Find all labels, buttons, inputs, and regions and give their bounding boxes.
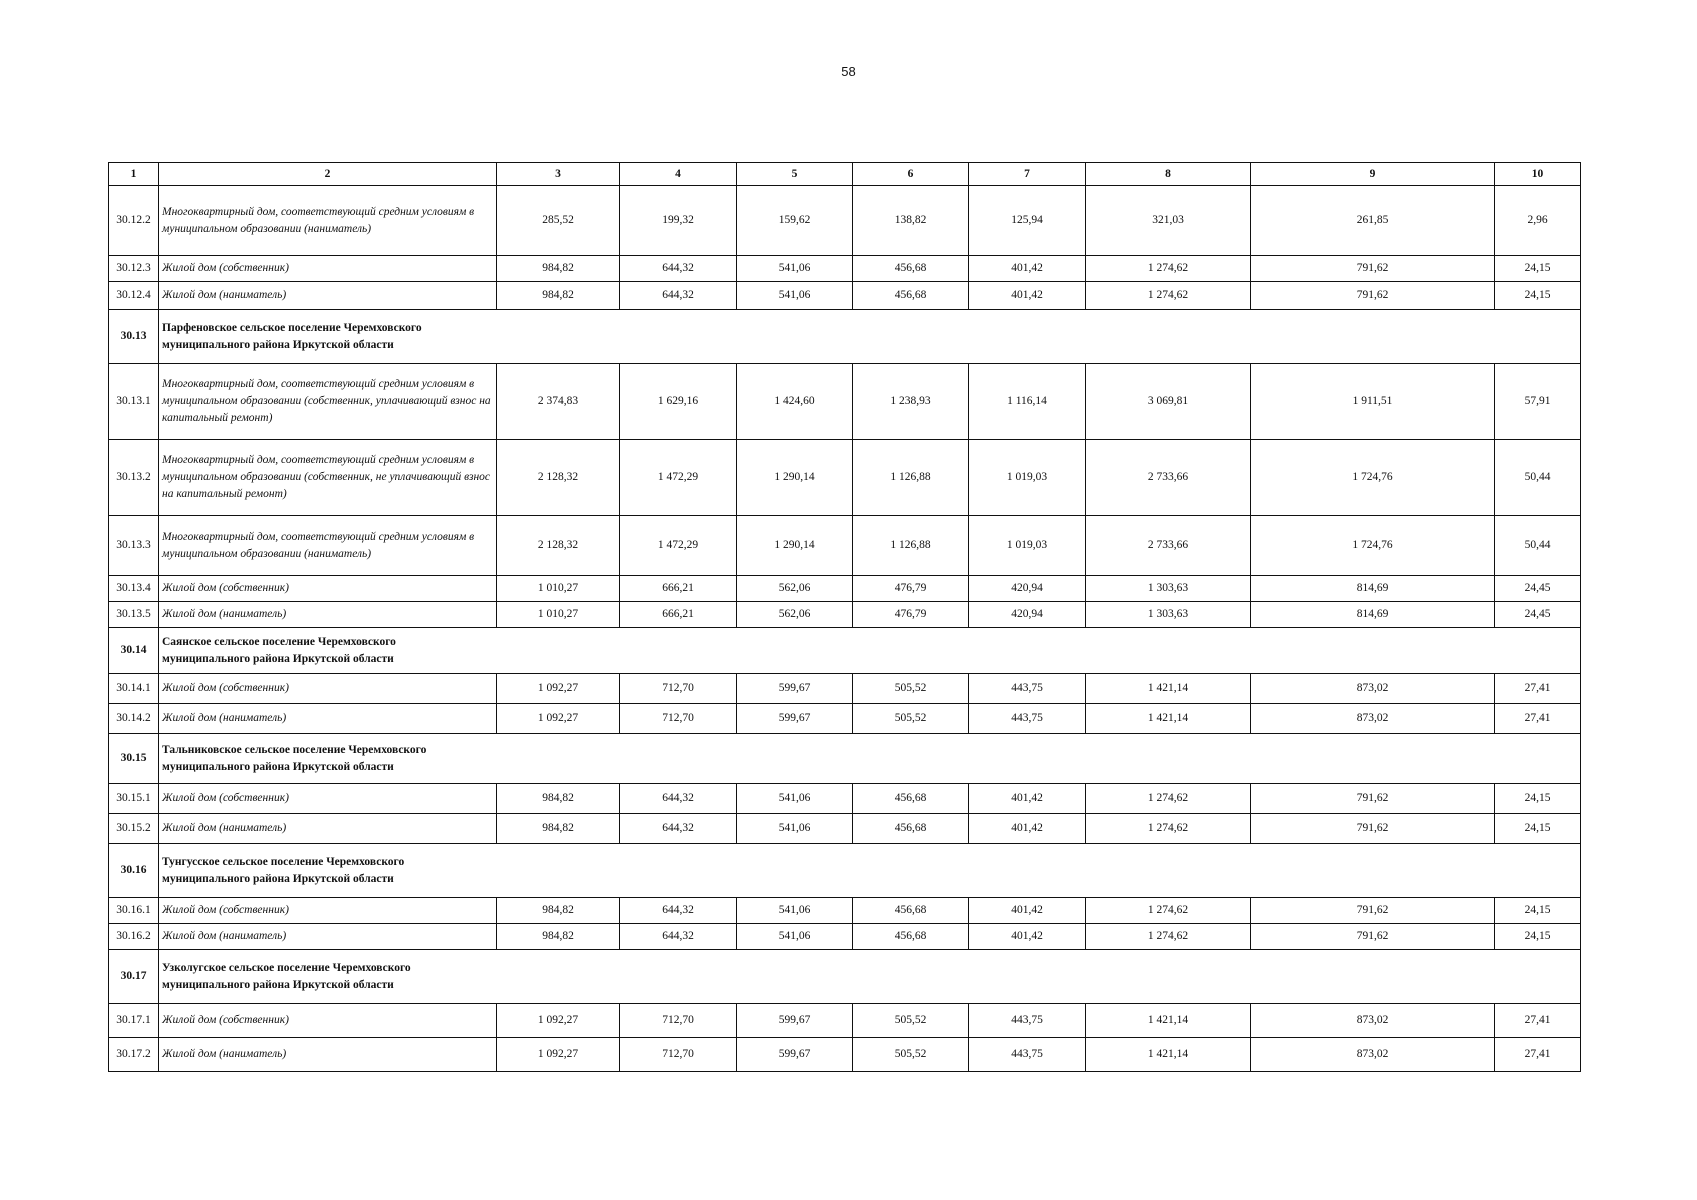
row-code: 30.14.1 — [109, 674, 159, 704]
row-code: 30.12.4 — [109, 282, 159, 310]
row-description: Жилой дом (собственник) — [159, 784, 497, 814]
value-cell: 1 274,62 — [1086, 898, 1251, 924]
column-header: 10 — [1495, 163, 1581, 186]
value-cell: 443,75 — [969, 1004, 1086, 1038]
section-row — [109, 734, 1581, 784]
value-cell: 541,06 — [737, 924, 853, 950]
value-cell: 791,62 — [1251, 784, 1495, 814]
value-cell: 443,75 — [969, 704, 1086, 734]
row-code: 30.13.2 — [109, 440, 159, 516]
column-header: 2 — [159, 163, 497, 186]
section-code: 30.17 — [109, 950, 159, 1004]
row-code: 30.13.1 — [109, 364, 159, 440]
column-header: 6 — [853, 163, 969, 186]
section-code: 30.13 — [109, 310, 159, 364]
value-cell: 666,21 — [620, 576, 737, 602]
value-cell: 443,75 — [969, 1038, 1086, 1072]
page-number: 58 — [841, 64, 856, 79]
value-cell: 24,45 — [1495, 576, 1581, 602]
value-cell: 712,70 — [620, 674, 737, 704]
column-header: 9 — [1251, 163, 1495, 186]
table-row — [109, 814, 1581, 844]
value-cell: 873,02 — [1251, 1038, 1495, 1072]
value-cell: 401,42 — [969, 784, 1086, 814]
section-title-text: Саянское сельское поселение Черемховского муниципального района Иркутской области — [162, 635, 396, 665]
value-cell: 420,94 — [969, 602, 1086, 628]
row-code: 30.15.2 — [109, 814, 159, 844]
row-description: Многоквартирный дом, соответствующий средним условиям в муниципальном образовании (наниматель) — [159, 186, 497, 256]
row-description: Жилой дом (наниматель) — [159, 814, 497, 844]
value-cell: 27,41 — [1495, 704, 1581, 734]
row-code: 30.13.4 — [109, 576, 159, 602]
value-cell: 24,15 — [1495, 256, 1581, 282]
row-description: Жилой дом (наниматель) — [159, 924, 497, 950]
value-cell: 1 010,27 — [497, 576, 620, 602]
table-row — [109, 282, 1581, 310]
row-code: 30.12.3 — [109, 256, 159, 282]
value-cell: 1 092,27 — [497, 674, 620, 704]
section-title-text: Тальниковское сельское поселение Черемховского муниципального района Иркутской области — [162, 743, 427, 773]
value-cell: 1 092,27 — [497, 704, 620, 734]
column-header: 1 — [109, 163, 159, 186]
value-cell: 285,52 — [497, 186, 620, 256]
value-cell: 57,91 — [1495, 364, 1581, 440]
row-description: Жилой дом (наниматель) — [159, 704, 497, 734]
row-code: 30.12.2 — [109, 186, 159, 256]
table-row — [109, 784, 1581, 814]
section-code: 30.14 — [109, 628, 159, 674]
value-cell: 984,82 — [497, 898, 620, 924]
value-cell: 24,45 — [1495, 602, 1581, 628]
section-title-text: Узколугское сельское поселение Черемховского муниципального района Иркутской области — [162, 961, 411, 991]
value-cell: 791,62 — [1251, 814, 1495, 844]
row-description: Жилой дом (наниматель) — [159, 602, 497, 628]
value-cell: 401,42 — [969, 814, 1086, 844]
row-description: Жилой дом (собственник) — [159, 256, 497, 282]
value-cell: 814,69 — [1251, 576, 1495, 602]
value-cell: 644,32 — [620, 282, 737, 310]
value-cell: 24,15 — [1495, 898, 1581, 924]
value-cell: 599,67 — [737, 1038, 853, 1072]
row-description: Жилой дом (собственник) — [159, 1004, 497, 1038]
section-title-text: Парфеновское сельское поселение Черемховского муниципального района Иркутской области — [162, 321, 422, 351]
value-cell: 401,42 — [969, 924, 1086, 950]
value-cell: 1 238,93 — [853, 364, 969, 440]
row-description: Жилой дом (собственник) — [159, 674, 497, 704]
value-cell: 24,15 — [1495, 282, 1581, 310]
row-description: Жилой дом (собственник) — [159, 576, 497, 602]
column-header: 4 — [620, 163, 737, 186]
value-cell: 1 092,27 — [497, 1004, 620, 1038]
value-cell: 1 126,88 — [853, 516, 969, 576]
value-cell: 1 421,14 — [1086, 704, 1251, 734]
value-cell: 599,67 — [737, 674, 853, 704]
value-cell: 1 421,14 — [1086, 674, 1251, 704]
section-row — [109, 950, 1581, 1004]
value-cell: 1 421,14 — [1086, 1038, 1251, 1072]
section-title — [159, 844, 1581, 898]
value-cell: 984,82 — [497, 256, 620, 282]
value-cell: 984,82 — [497, 282, 620, 310]
value-cell: 1 303,63 — [1086, 602, 1251, 628]
row-description: Многоквартирный дом, соответствующий средним условиям в муниципальном образовании (собственник, не уплачивающий взнос на капитальный ремонт) — [159, 440, 497, 516]
value-cell: 1 019,03 — [969, 516, 1086, 576]
section-code: 30.16 — [109, 844, 159, 898]
section-title — [159, 734, 1581, 784]
value-cell: 599,67 — [737, 704, 853, 734]
value-cell: 814,69 — [1251, 602, 1495, 628]
value-cell: 984,82 — [497, 814, 620, 844]
value-cell: 2 733,66 — [1086, 440, 1251, 516]
value-cell: 984,82 — [497, 924, 620, 950]
tariff-table — [108, 162, 1581, 1072]
value-cell: 541,06 — [737, 256, 853, 282]
section-title — [159, 628, 1581, 674]
value-cell: 791,62 — [1251, 256, 1495, 282]
value-cell: 125,94 — [969, 186, 1086, 256]
value-cell: 712,70 — [620, 704, 737, 734]
column-header: 3 — [497, 163, 620, 186]
value-cell: 159,62 — [737, 186, 853, 256]
value-cell: 873,02 — [1251, 1004, 1495, 1038]
table-row — [109, 1004, 1581, 1038]
value-cell: 791,62 — [1251, 924, 1495, 950]
value-cell: 1 303,63 — [1086, 576, 1251, 602]
value-cell: 1 472,29 — [620, 516, 737, 576]
value-cell: 24,15 — [1495, 814, 1581, 844]
table-row — [109, 364, 1581, 440]
table-row — [109, 602, 1581, 628]
value-cell: 27,41 — [1495, 1038, 1581, 1072]
table-row — [109, 516, 1581, 576]
value-cell: 27,41 — [1495, 674, 1581, 704]
section-row — [109, 844, 1581, 898]
value-cell: 456,68 — [853, 924, 969, 950]
value-cell: 505,52 — [853, 1004, 969, 1038]
row-code: 30.15.1 — [109, 784, 159, 814]
value-cell: 261,85 — [1251, 186, 1495, 256]
value-cell: 1 472,29 — [620, 440, 737, 516]
value-cell: 1 724,76 — [1251, 516, 1495, 576]
value-cell: 541,06 — [737, 282, 853, 310]
table-row — [109, 256, 1581, 282]
value-cell: 644,32 — [620, 256, 737, 282]
value-cell: 1 019,03 — [969, 440, 1086, 516]
value-cell: 562,06 — [737, 602, 853, 628]
value-cell: 456,68 — [853, 784, 969, 814]
value-cell: 401,42 — [969, 256, 1086, 282]
value-cell: 2 733,66 — [1086, 516, 1251, 576]
table-row — [109, 186, 1581, 256]
value-cell: 476,79 — [853, 576, 969, 602]
value-cell: 1 421,14 — [1086, 1004, 1251, 1038]
value-cell: 505,52 — [853, 674, 969, 704]
row-description: Многоквартирный дом, соответствующий средним условиям в муниципальном образовании (наниматель) — [159, 516, 497, 576]
section-row — [109, 310, 1581, 364]
row-description: Жилой дом (собственник) — [159, 898, 497, 924]
value-cell: 50,44 — [1495, 516, 1581, 576]
value-cell: 712,70 — [620, 1038, 737, 1072]
section-title — [159, 950, 1581, 1004]
value-cell: 2 128,32 — [497, 516, 620, 576]
value-cell: 666,21 — [620, 602, 737, 628]
value-cell: 541,06 — [737, 898, 853, 924]
value-cell: 456,68 — [853, 282, 969, 310]
table-row — [109, 674, 1581, 704]
value-cell: 505,52 — [853, 704, 969, 734]
section-title-text: Тунгусское сельское поселение Черемховского муниципального района Иркутской области — [162, 855, 405, 885]
value-cell: 199,32 — [620, 186, 737, 256]
value-cell: 1 724,76 — [1251, 440, 1495, 516]
value-cell: 1 274,62 — [1086, 814, 1251, 844]
table-row — [109, 924, 1581, 950]
row-code: 30.16.2 — [109, 924, 159, 950]
value-cell: 541,06 — [737, 784, 853, 814]
value-cell: 1 290,14 — [737, 516, 853, 576]
value-cell: 541,06 — [737, 814, 853, 844]
value-cell: 2,96 — [1495, 186, 1581, 256]
table-row — [109, 440, 1581, 516]
table-body — [109, 163, 1581, 1072]
value-cell: 1 126,88 — [853, 440, 969, 516]
value-cell: 456,68 — [853, 814, 969, 844]
value-cell: 1 274,62 — [1086, 282, 1251, 310]
row-description: Жилой дом (наниматель) — [159, 1038, 497, 1072]
value-cell: 476,79 — [853, 602, 969, 628]
section-title — [159, 310, 1581, 364]
value-cell: 984,82 — [497, 784, 620, 814]
row-description: Жилой дом (наниматель) — [159, 282, 497, 310]
value-cell: 456,68 — [853, 256, 969, 282]
value-cell: 443,75 — [969, 674, 1086, 704]
value-cell: 401,42 — [969, 282, 1086, 310]
row-code: 30.13.5 — [109, 602, 159, 628]
value-cell: 644,32 — [620, 898, 737, 924]
row-code: 30.17.1 — [109, 1004, 159, 1038]
value-cell: 599,67 — [737, 1004, 853, 1038]
value-cell: 456,68 — [853, 898, 969, 924]
row-description: Многоквартирный дом, соответствующий средним условиям в муниципальном образовании (собственник, уплачивающий взнос на капитальный ремонт) — [159, 364, 497, 440]
value-cell: 1 290,14 — [737, 440, 853, 516]
value-cell: 644,32 — [620, 814, 737, 844]
value-cell: 791,62 — [1251, 282, 1495, 310]
section-row — [109, 628, 1581, 674]
value-cell: 1 911,51 — [1251, 364, 1495, 440]
value-cell: 1 116,14 — [969, 364, 1086, 440]
value-cell: 2 128,32 — [497, 440, 620, 516]
value-cell: 321,03 — [1086, 186, 1251, 256]
value-cell: 1 629,16 — [620, 364, 737, 440]
value-cell: 24,15 — [1495, 924, 1581, 950]
row-code: 30.14.2 — [109, 704, 159, 734]
section-code: 30.15 — [109, 734, 159, 784]
value-cell: 2 374,83 — [497, 364, 620, 440]
value-cell: 1 274,62 — [1086, 924, 1251, 950]
value-cell: 27,41 — [1495, 1004, 1581, 1038]
value-cell: 24,15 — [1495, 784, 1581, 814]
value-cell: 562,06 — [737, 576, 853, 602]
table-row — [109, 1038, 1581, 1072]
value-cell: 420,94 — [969, 576, 1086, 602]
table-row — [109, 576, 1581, 602]
column-header: 5 — [737, 163, 853, 186]
value-cell: 644,32 — [620, 784, 737, 814]
row-code: 30.17.2 — [109, 1038, 159, 1072]
value-cell: 1 274,62 — [1086, 256, 1251, 282]
value-cell: 712,70 — [620, 1004, 737, 1038]
value-cell: 50,44 — [1495, 440, 1581, 516]
value-cell: 1 424,60 — [737, 364, 853, 440]
column-header: 8 — [1086, 163, 1251, 186]
value-cell: 138,82 — [853, 186, 969, 256]
table-row — [109, 704, 1581, 734]
column-header: 7 — [969, 163, 1086, 186]
value-cell: 1 092,27 — [497, 1038, 620, 1072]
value-cell: 505,52 — [853, 1038, 969, 1072]
table-row — [109, 898, 1581, 924]
table-header-row — [109, 163, 1581, 186]
value-cell: 644,32 — [620, 924, 737, 950]
value-cell: 1 010,27 — [497, 602, 620, 628]
value-cell: 873,02 — [1251, 674, 1495, 704]
row-code: 30.13.3 — [109, 516, 159, 576]
value-cell: 3 069,81 — [1086, 364, 1251, 440]
value-cell: 791,62 — [1251, 898, 1495, 924]
value-cell: 401,42 — [969, 898, 1086, 924]
row-code: 30.16.1 — [109, 898, 159, 924]
value-cell: 873,02 — [1251, 704, 1495, 734]
value-cell: 1 274,62 — [1086, 784, 1251, 814]
